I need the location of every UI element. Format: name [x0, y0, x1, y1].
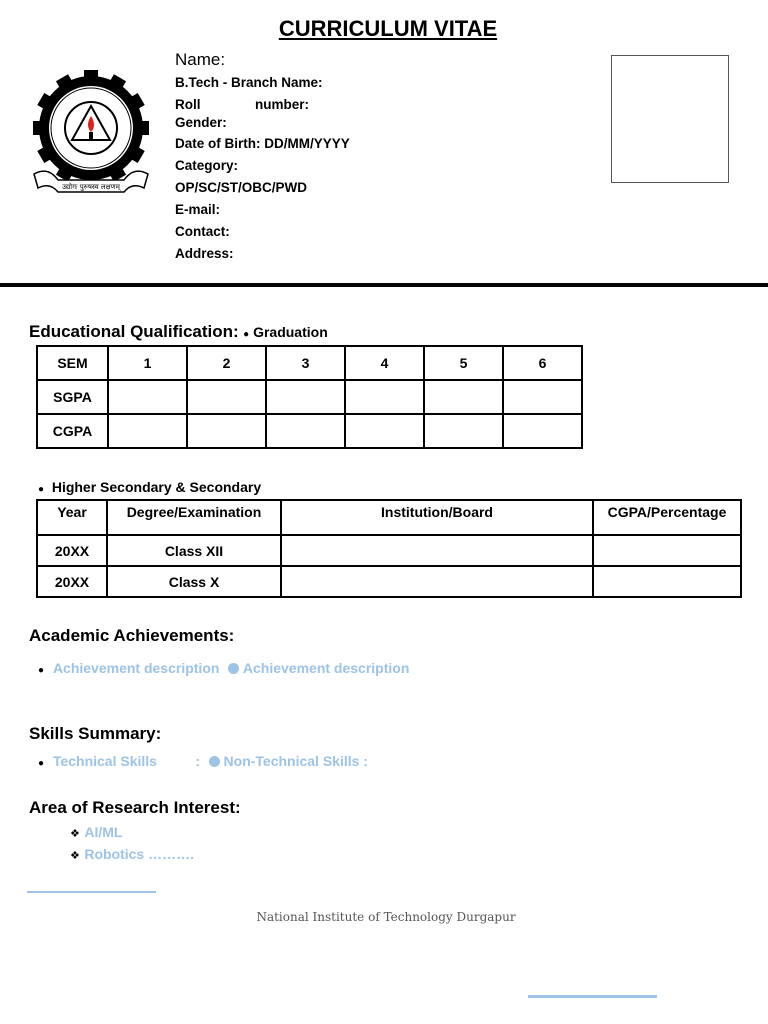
dob-label: Date of Birth: DD/MM/YYYY	[175, 136, 350, 151]
svg-text:उद्योगः पुरुषस्य लक्षणम्: उद्योगः पुरुषस्य लक्षणम्	[62, 183, 120, 191]
table-cell: Institution/Board	[281, 500, 593, 535]
table-cell: Class XII	[107, 535, 281, 566]
graduation-label: Graduation	[253, 324, 328, 340]
table-cell: 3	[266, 346, 345, 380]
table-cell	[281, 566, 593, 597]
footer-text: National Institute of Technology Durgapur	[256, 910, 516, 924]
address-label: Address:	[175, 246, 234, 261]
achievements-title: Academic Achievements:	[29, 626, 235, 645]
achievement-item: Achievement description	[52, 660, 220, 676]
diamond-bullet-icon: ❖	[70, 850, 80, 862]
non-technical-skills-label: Non-Technical Skills :	[223, 753, 368, 769]
bullet-icon: ●	[38, 665, 45, 676]
secondary-bullet	[38, 479, 261, 495]
table-cell: Year	[37, 500, 107, 535]
research-item	[70, 846, 194, 864]
table-cell	[424, 414, 503, 448]
bullet-icon: ●	[38, 758, 45, 769]
table-cell	[593, 566, 741, 597]
category-label: Category:	[175, 158, 239, 173]
education-heading	[29, 322, 328, 342]
name-label: Name:	[175, 50, 226, 69]
diamond-bullet-icon: ❖	[70, 828, 80, 840]
document-title: CURRICULUM VITAE	[278, 16, 498, 41]
technical-skills-colon: :	[195, 753, 201, 769]
table-cell	[503, 380, 582, 414]
skills-title: Skills Summary:	[29, 724, 162, 743]
achievement-item: Achievement description	[242, 660, 410, 676]
header-divider	[0, 283, 768, 287]
table-cell	[593, 535, 741, 566]
secondary-label: Higher Secondary & Secondary	[51, 479, 262, 495]
table-row	[37, 566, 741, 597]
table-cell	[345, 380, 424, 414]
achievements-list	[38, 660, 409, 678]
bullet-icon	[209, 756, 220, 767]
branch-label: B.Tech - Branch Name:	[175, 75, 323, 90]
table-cell: 6	[503, 346, 582, 380]
table-cell	[187, 414, 266, 448]
table-cell	[266, 414, 345, 448]
education-title: Educational Qualification:	[29, 322, 239, 341]
institute-logo	[28, 70, 154, 202]
table-cell	[108, 414, 187, 448]
semester-table	[36, 345, 583, 449]
footer-line	[528, 995, 657, 998]
research-item-label: AI/ML	[84, 824, 123, 840]
table-row	[37, 346, 582, 380]
table-cell: 20XX	[37, 566, 107, 597]
photo-box	[611, 55, 729, 183]
roll-label-part-b: number:	[255, 97, 309, 112]
table-cell: Class X	[107, 566, 281, 597]
table-row	[37, 535, 741, 566]
table-cell	[108, 380, 187, 414]
bullet-icon	[228, 663, 239, 674]
bullet-icon: ●	[243, 329, 250, 340]
table-cell	[187, 380, 266, 414]
table-cell: 2	[187, 346, 266, 380]
table-cell	[503, 414, 582, 448]
research-item-label: Robotics ……….	[84, 846, 194, 862]
email-label: E-mail:	[175, 202, 221, 217]
roll-label-part-a: Roll	[175, 97, 201, 112]
secondary-table	[36, 499, 742, 598]
table-row	[37, 500, 741, 535]
table-cell	[281, 535, 593, 566]
research-item	[70, 824, 122, 842]
table-cell: 20XX	[37, 535, 107, 566]
research-title: Area of Research Interest:	[29, 798, 241, 817]
table-cell	[345, 414, 424, 448]
skills-list	[38, 753, 368, 771]
table-cell: Degree/Examination	[107, 500, 281, 535]
table-cell: 4	[345, 346, 424, 380]
table-cell: SEM	[37, 346, 108, 380]
bullet-icon: ●	[38, 484, 45, 495]
gender-label: Gender:	[175, 115, 227, 130]
table-cell: 1	[108, 346, 187, 380]
roll-number-label	[175, 97, 309, 112]
table-row	[37, 414, 582, 448]
technical-skills-label: Technical Skills	[52, 753, 157, 769]
contact-label: Contact:	[175, 224, 230, 239]
table-cell	[424, 380, 503, 414]
table-cell: 5	[424, 346, 503, 380]
svg-text:DURGAPUR: DURGAPUR	[68, 169, 114, 177]
table-cell: CGPA	[37, 414, 108, 448]
table-row	[37, 380, 582, 414]
table-cell: SGPA	[37, 380, 108, 414]
graduation-bullet	[243, 324, 328, 340]
footer-line	[27, 891, 156, 893]
table-cell: CGPA/Percentage	[593, 500, 741, 535]
category-options: OP/SC/ST/OBC/PWD	[175, 180, 308, 195]
table-cell	[266, 380, 345, 414]
